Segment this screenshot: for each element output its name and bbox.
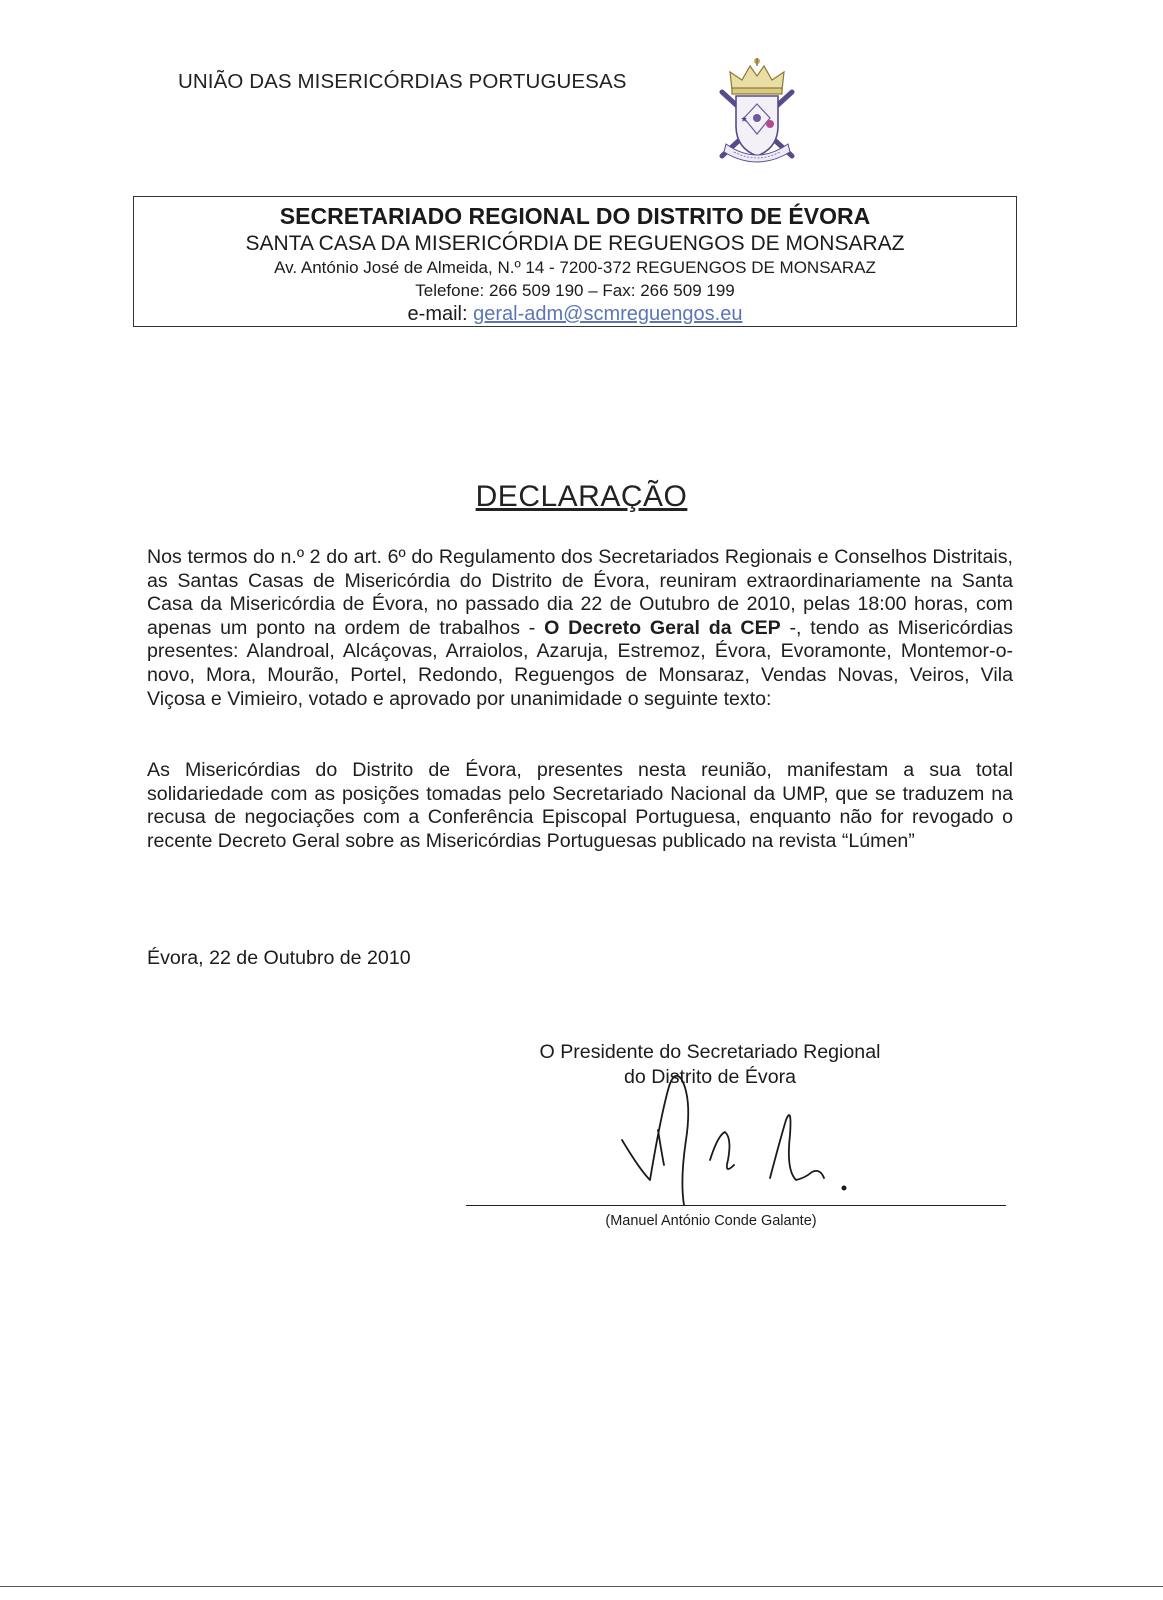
letterhead-email-line: [134, 302, 1016, 326]
paragraph-1-bold-text: O Decreto Geral da CEP: [544, 616, 781, 639]
signatory-title-line-1: O Presidente do Secretariado Regional: [539, 1041, 881, 1063]
document-title: DECLARAÇÃO: [475, 480, 688, 513]
handwritten-signature: [600, 1060, 860, 1220]
organization-name: UNIÃO DAS MISERICÓRDIAS PORTUGUESAS: [178, 70, 627, 93]
page-edge: [0, 1586, 1163, 1587]
email-label: e-mail:: [407, 303, 468, 325]
letterhead-title: SECRETARIADO REGIONAL DO DISTRITO DE ÉVORA: [279, 203, 871, 229]
signatory-title-line-2: do Distrito de Évora: [623, 1065, 797, 1088]
coat-of-arms-icon: [712, 56, 802, 168]
email-link[interactable]: geral-adm@scmreguengos.eu: [473, 303, 743, 325]
place-date: Évora, 22 de Outubro de 2010: [147, 947, 411, 969]
paragraph-1-text-end: -, tendo as Misericórdias presentes: Alandroal, Alcáçovas, Arraiolos, Azaruja, Estremoz, Évora, Evoramonte, Montemor-o-novo, Mora, Mourão, Portel, Redondo, Reguengos de Monsaraz, Vendas Novas, Veiros, Vila Viçosa e Vimieiro, votado e aprovado por unanimidade o seguinte texto:: [147, 616, 1013, 710]
letterhead-phone-fax: Telefone: 266 509 190 – Fax: 266 509 199: [415, 281, 735, 300]
signatory-name: (Manuel António Conde Galante): [605, 1213, 817, 1229]
signature-line: [466, 1205, 1006, 1206]
declaration-paragraph-1: [147, 546, 1013, 711]
letterhead-address: Av. António José de Almeida, N.º 14 - 7200-372 REGUENGOS DE MONSARAZ: [274, 258, 876, 277]
letterhead-box: [133, 196, 1017, 327]
declaration-paragraph-2: As Misericórdias do Distrito de Évora, presentes nesta reunião, manifestam a sua total solidariedade com as posições tomadas pelo Secretariado Nacional da UMP, que se traduzem na recusa de negociações com a Conferência Episcopal Portuguesa, enquanto não for revogado o recente Decreto Geral sobre as Misericórdias Portuguesas publicado na revista “Lúmen”: [147, 759, 1013, 852]
paragraph-1-text-start: Nos termos do n.º 2 do art. 6º do Regulamento dos Secretariados Regionais e Conselhos Distritais, as Santas Casas de Misericórdia do Distrito de Évora, reuniram extraordinariamente na Santa Casa da Misericórdia de Évora, no passado dia 22 de Outubro de 2010, pelas 18:00 horas, com apenas um ponto na ordem de trabalhos -: [147, 546, 1013, 639]
letterhead-subtitle: SANTA CASA DA MISERICÓRDIA DE REGUENGOS DE MONSARAZ: [245, 232, 905, 255]
